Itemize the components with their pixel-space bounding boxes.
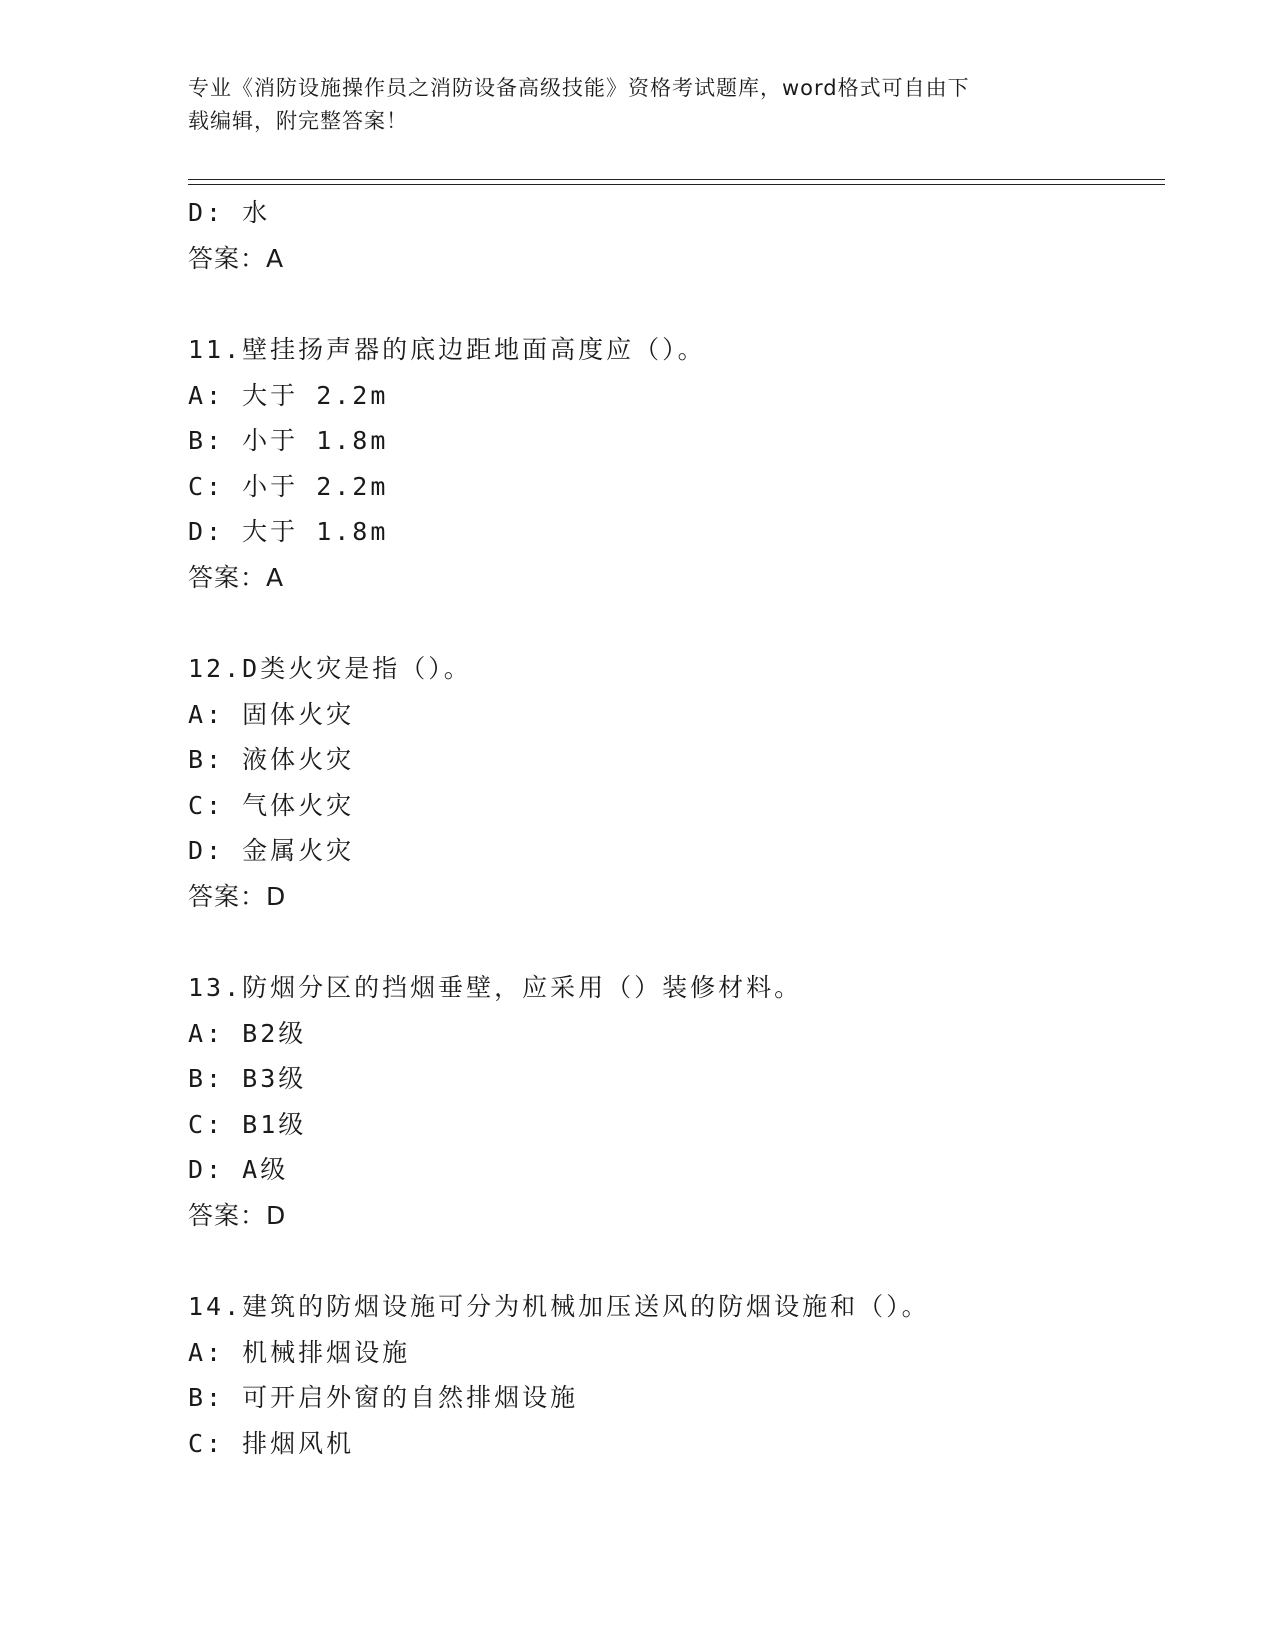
header-line-2: 载编辑，附完整答案！ <box>188 109 408 133</box>
option-b: B: 小于 1.8m <box>188 426 389 455</box>
option-a: A: B2级 <box>188 1018 307 1048</box>
option-c: C: 气体火灾 <box>188 790 355 820</box>
answer-line: 答案：A <box>188 562 285 592</box>
question-block-10-tail <box>188 190 1165 281</box>
question-block-11 <box>188 327 1165 600</box>
question-text: 11.壁挂扬声器的底边距地面高度应（）。 <box>188 335 706 364</box>
option-b: B: 可开启外窗的自然排烟设施 <box>188 1383 579 1412</box>
question-block-14 <box>188 1284 1165 1466</box>
option-a: A: 大于 2.2m <box>188 380 389 410</box>
option-a: A: 机械排烟设施 <box>188 1337 411 1367</box>
question-text: 14.建筑的防烟设施可分为机械加压送风的防烟设施和（）。 <box>188 1292 930 1321</box>
option-c: C: 排烟风机 <box>188 1428 355 1458</box>
header-line-1: 专业《消防设施操作员之消防设备高级技能》资格考试题库，word格式可自由下 <box>188 76 970 100</box>
answer-line: 答案：A <box>188 243 285 273</box>
header-divider-bottom <box>188 184 1165 185</box>
option-b: B: B3级 <box>188 1064 307 1093</box>
option-d: D: 水 <box>188 198 271 227</box>
question-list <box>188 190 1165 1466</box>
header-divider-top <box>188 179 1165 180</box>
option-b: B: 液体火灾 <box>188 745 355 774</box>
option-d: D: A级 <box>188 1155 289 1184</box>
spacer <box>188 1238 1165 1284</box>
option-c: C: B1级 <box>188 1109 307 1139</box>
option-d: D: 金属火灾 <box>188 836 355 865</box>
question-block-13 <box>188 965 1165 1238</box>
question-text: 13.防烟分区的挡烟垂壁，应采用（）装修材料。 <box>188 973 803 1002</box>
answer-line: 答案：D <box>188 881 287 911</box>
option-d: D: 大于 1.8m <box>188 517 389 546</box>
spacer <box>188 600 1165 646</box>
page-header <box>188 72 1088 138</box>
question-block-12 <box>188 646 1165 919</box>
question-text: 12.D类火灾是指（）。 <box>188 654 472 683</box>
option-c: C: 小于 2.2m <box>188 471 389 501</box>
answer-line: 答案：D <box>188 1200 287 1230</box>
spacer <box>188 281 1165 327</box>
option-a: A: 固体火灾 <box>188 699 355 729</box>
spacer <box>188 919 1165 965</box>
